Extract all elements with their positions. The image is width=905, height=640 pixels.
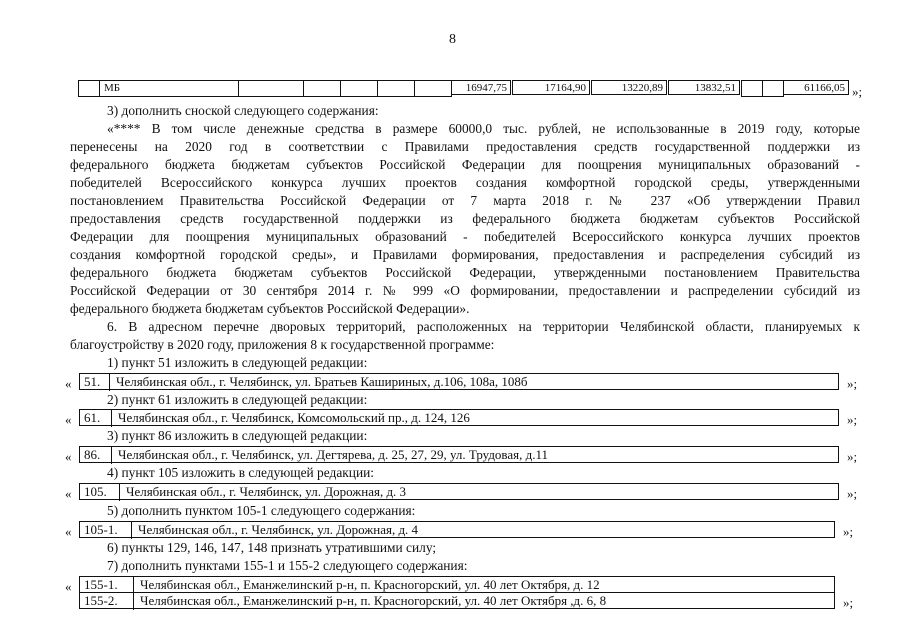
item-number: 61. (80, 410, 112, 427)
footnote-line: федерального бюджета бюджетам субъектов Российской Федерации, утвержденными постановлением Правительства (70, 265, 860, 280)
item-number: 155-2. (80, 593, 134, 610)
item-number: 155-1. (80, 577, 134, 594)
open-quote: « (65, 376, 72, 391)
close-quote: »; (847, 486, 858, 501)
footnote-line: Федерации для поощрения муниципальных образований - победителей Всероссийского конкурса лучших проектов (70, 229, 860, 244)
open-quote: « (65, 449, 72, 464)
item-address: Челябинская обл., г. Челябинск, ул. Дегтярева, д. 25, 27, 29, ул. Трудовая, д.11 (118, 447, 549, 462)
table-cell (377, 80, 415, 97)
footnote-line: предоставления средств государственной поддержки из федерального бюджета бюджетам субъектов Российской (70, 211, 860, 226)
table-cell (78, 80, 100, 97)
open-quote: « (65, 579, 72, 594)
item-address: Челябинская обл., г. Челябинск, ул. Братьев Кашириных, д.106, 108а, 108б (116, 374, 528, 389)
table-cell (303, 80, 341, 97)
address-table-row (79, 483, 839, 500)
item-number: 105. (80, 484, 120, 501)
close-quote: »; (847, 412, 858, 427)
address-table-row (79, 576, 835, 593)
footnote-line: федерального бюджета бюджетам субъектов Российской Федерации для поощрения муниципальных образований - (70, 157, 860, 172)
footnote-line: победителей Всероссийского конкурса лучших проектов создания комфортной городской среды, утвержденными (70, 175, 860, 190)
footnote-line: создания комфортной городской среды», и Правилами формирования, предоставления и распределения субсидий из (70, 247, 860, 262)
address-table-row (79, 521, 835, 538)
item-instruction: 1) пункт 51 изложить в следующей редакции: (107, 355, 368, 370)
open-quote: « (65, 486, 72, 501)
table-cell (238, 80, 304, 97)
item-number: 86. (80, 447, 112, 464)
item-address: Челябинская обл., г. Челябинск, ул. Дорожная, д. 3 (126, 484, 407, 499)
open-quote: « (65, 412, 72, 427)
open-quote: « (65, 524, 72, 539)
mb-value-cell: 16947,75 (451, 80, 511, 95)
item-address: Челябинская обл., г. Челябинск, ул. Дорожная, д. 4 (138, 522, 419, 537)
close-quote: »; (843, 595, 854, 610)
address-table-row (79, 446, 839, 463)
mb-value-cell: 13220,89 (591, 80, 667, 95)
page-number: 8 (449, 32, 456, 47)
item-number: 51. (80, 374, 110, 391)
item-number: 105-1. (80, 522, 132, 539)
table-cell (741, 80, 763, 97)
address-table-row (79, 592, 835, 609)
table-cell (762, 80, 784, 97)
mb-row-close-quote: »; (852, 84, 863, 99)
mb-value-cell: 13832,51 (668, 80, 740, 95)
mb-label-cell: МБ (99, 80, 239, 97)
table-cell (340, 80, 378, 97)
mb-value-cell: 17164,90 (512, 80, 590, 95)
address-table-row (79, 373, 839, 390)
footnote-line: перенесены на 2020 год в соответствии с Правилами предоставления средств государственной поддержки из (70, 139, 860, 154)
address-table-row (79, 409, 839, 426)
item-instruction: 3) пункт 86 изложить в следующей редакции: (107, 428, 368, 443)
footnote-line: Российской Федерации от 30 сентября 2014 г. № 999 «О формировании, предоставлении и распределении субсидий из (70, 283, 860, 298)
close-quote: »; (847, 376, 858, 391)
footnote-line: «**** В том числе денежные средства в размере 60000,0 тыс. рублей, не использованные в 2019 году, которые (107, 121, 860, 136)
table-cell (414, 80, 452, 97)
item-instruction: 2) пункт 61 изложить в следующей редакции: (107, 392, 368, 407)
item-address: Челябинская обл., г. Челябинск, Комсомольский пр., д. 124, 126 (118, 410, 470, 425)
footnote-line: постановлением Правительства Российской Федерации от 7 марта 2018 г. № 237 «Об утверждении Правил (70, 193, 860, 208)
item-address: Челябинская обл., Еманжелинский р-н, п. Красногорский, ул. 40 лет Октября ,д. 6, 8 (140, 593, 607, 608)
footnote-intro: 3) дополнить сноской следующего содержания: (107, 103, 379, 118)
item-instruction: 6) пункты 129, 146, 147, 148 признать утратившими силу; (107, 540, 437, 555)
item-instruction: 4) пункт 105 изложить в следующей редакции: (107, 465, 375, 480)
footnote-line: федерального бюджета бюджетам субъектов Российской Федерации». (70, 301, 470, 316)
section-6-line: благоустройству в 2020 году, приложения 8 к государственной программе: (70, 337, 495, 352)
item-instruction: 5) дополнить пунктом 105-1 следующего содержания: (107, 503, 416, 518)
close-quote: »; (847, 449, 858, 464)
close-quote: »; (843, 524, 854, 539)
item-address: Челябинская обл., Еманжелинский р-н, п. Красногорский, ул. 40 лет Октября, д. 12 (140, 577, 600, 592)
section-6-line: 6. В адресном перечне дворовых территорий, расположенных на территории Челябинской области, планируемых к (107, 319, 860, 334)
item-instruction: 7) дополнить пунктами 155-1 и 155-2 следующего содержания: (107, 558, 468, 573)
mb-value-cell: 61166,05 (783, 80, 849, 95)
